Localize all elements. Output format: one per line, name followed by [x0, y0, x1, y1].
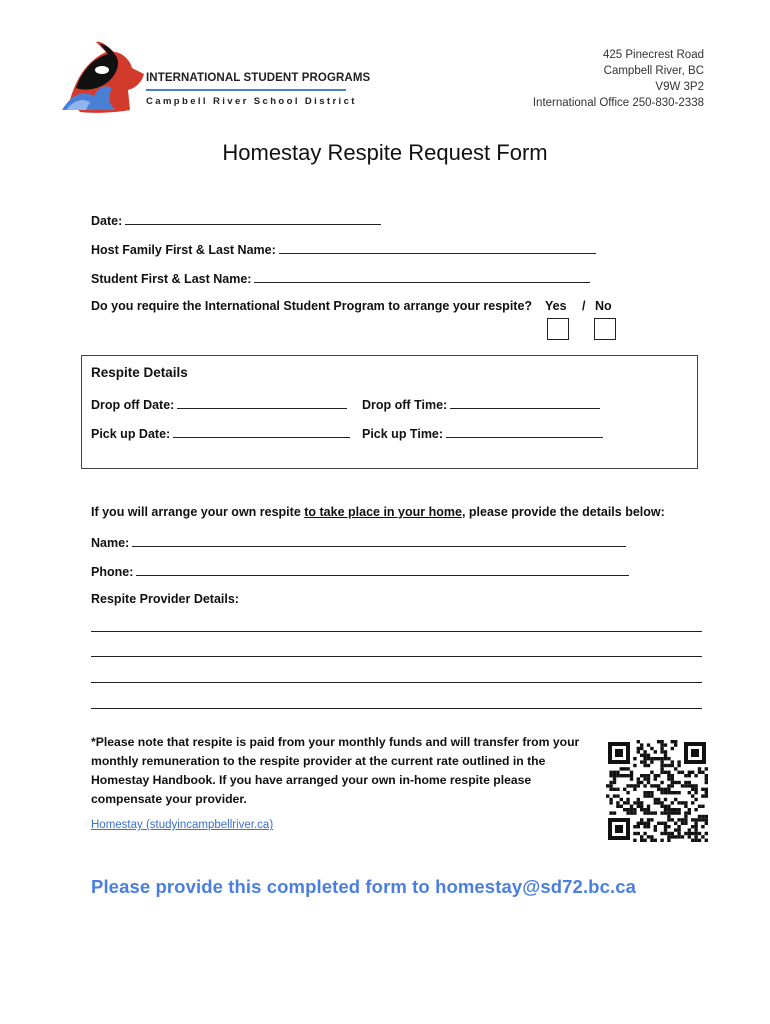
address-line-2: Campbell River, BC — [603, 65, 704, 77]
yes-no-separator: / — [582, 299, 586, 313]
no-checkbox[interactable] — [594, 318, 616, 340]
arrange-question: Do you require the International Student Program to arrange your respite? — [91, 299, 533, 313]
host-name-label: Host Family First & Last Name: — [91, 243, 276, 257]
yes-checkbox[interactable] — [547, 318, 569, 340]
dropoff-time-label: Drop off Time: — [362, 398, 448, 412]
provider-name-field — [91, 534, 626, 550]
pickup-time-label: Pick up Time: — [362, 427, 444, 441]
dropoff-time-input-line[interactable] — [450, 396, 600, 409]
dropoff-date-input-line[interactable] — [177, 396, 347, 409]
homestay-link[interactable]: Homestay (studyincampbellriver.ca) — [91, 819, 274, 831]
org-name: INTERNATIONAL STUDENT PROGRAMS — [146, 72, 371, 84]
provider-details-label: Respite Provider Details: — [91, 592, 239, 606]
intro-text-end: , please provide the details below: — [461, 505, 665, 519]
yes-label: Yes — [545, 299, 567, 313]
provider-phone-input-line[interactable] — [136, 563, 629, 576]
dropoff-date-field — [91, 396, 347, 412]
dropoff-time-field — [362, 396, 600, 412]
date-label: Date: — [91, 214, 123, 228]
provider-phone-field — [91, 563, 629, 579]
payment-note: *Please note that respite is paid from your monthly funds and will transfer from your monthly remuneration to the respite provider at the current rate outlined in the Homestay Handbook. If you have arranged your own in-home respite please compensate your provider. — [91, 735, 580, 806]
intro-text-underlined: to take place in your home — [304, 505, 462, 519]
provider-details-line[interactable] — [91, 708, 702, 709]
provider-name-input-line[interactable] — [132, 534, 626, 547]
office-phone: International Office 250-830-2338 — [532, 97, 704, 109]
student-name-input-line[interactable] — [254, 270, 590, 283]
pickup-time-input-line[interactable] — [446, 425, 603, 438]
host-name-input-line[interactable] — [279, 241, 596, 254]
office-address — [533, 47, 704, 111]
respite-details-heading: Respite Details — [91, 365, 188, 380]
host-name-field — [91, 241, 596, 257]
form-title: Homestay Respite Request Form — [222, 140, 548, 165]
address-line-1: 425 Pinecrest Road — [602, 49, 704, 61]
pickup-date-field — [91, 425, 350, 441]
provider-phone-label: Phone: — [91, 565, 134, 579]
address-line-3: V9W 3P2 — [655, 81, 704, 93]
provider-details-line[interactable] — [91, 682, 702, 683]
own-respite-intro — [91, 505, 665, 519]
pickup-time-field — [362, 425, 603, 441]
no-label: No — [595, 299, 612, 313]
student-name-field — [91, 270, 590, 286]
student-name-label: Student First & Last Name: — [91, 272, 252, 286]
provider-details-line[interactable] — [91, 656, 702, 657]
intro-text-start: If you will arrange your own respite — [91, 505, 305, 519]
submit-instructions: Please provide this completed form to homestay@sd72.bc.ca — [91, 876, 636, 897]
dropoff-date-label: Drop off Date: — [91, 398, 175, 412]
provider-details-line[interactable] — [91, 631, 702, 632]
district-name: Campbell River School District — [146, 96, 357, 107]
date-field — [91, 212, 381, 228]
date-input-line[interactable] — [125, 212, 381, 225]
logo-divider — [146, 89, 346, 91]
pickup-date-label: Pick up Date: — [91, 427, 171, 441]
qr-code — [606, 740, 708, 842]
pickup-date-input-line[interactable] — [173, 425, 350, 438]
provider-name-label: Name: — [91, 536, 130, 550]
